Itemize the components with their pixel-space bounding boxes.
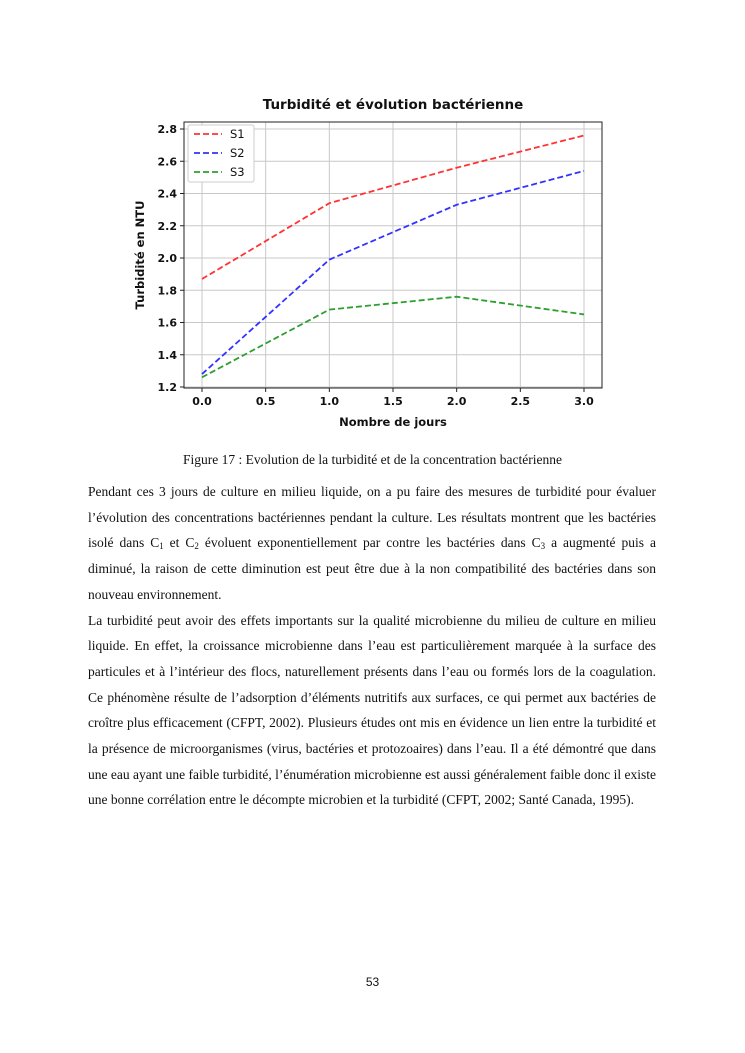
y-tick-label: 2.2 [157,219,177,233]
legend-label-s1: S1 [230,127,245,141]
y-tick-label: 2.0 [157,252,177,265]
x-tick-label: 1.0 [319,395,340,408]
y-tick-label: 1.2 [157,381,177,394]
y-tick-label: 2.4 [157,187,177,201]
x-tick-label: 0.0 [192,395,212,408]
chart-legend [188,125,254,182]
y-tick-label: 1.4 [157,348,177,362]
legend-label-s2: S2 [230,146,245,160]
paragraph-2: La turbidité peut avoir des effets importants sur la qualité microbienne du milieu de culture en milieu liquide. En effet, la croissance microbienne dans l’eau est particulièrement marquée à la surface des particules et à l’intérieur des flocs, naturellement présents dans l’eau ou formés lors de la coagulation. Ce phénomène résulte de l’adsorption d’éléments nutritifs aux surfaces, ce qui permet aux bactéries de croître plus efficacement (CFPT, 2002). Plusieurs études ont mis en évidence un lien entre la turbidité et la présence de microorganismes (virus, bactéries et protozoaires) dans l’eau. Il a été démontré que dans une eau ayant une faible turbidité, l’énumération microbienne est aussi généralement faible donc il existe une bonne corrélation entre le décompte microbien et la turbidité (CFPT, 2002; Santé Canada, 1995). [88,612,656,808]
y-tick-label: 1.6 [157,316,177,330]
chart-title: Turbidité et évolution bactérienne [262,97,524,113]
y-tick-label: 1.8 [157,284,177,298]
x-tick-label: 2.5 [510,395,531,408]
y-tick-label: 2.8 [157,123,177,136]
y-axis-label: Turbidité en NTU [133,200,147,310]
figure-caption: Figure 17 : Evolution de la turbidité et de la concentration bactérienne [183,452,562,467]
legend-label-s3: S3 [230,165,245,179]
page-number: 53 [365,975,380,989]
x-tick-label: 2.0 [446,395,467,408]
y-tick-label: 2.6 [157,155,177,169]
x-tick-label: 1.5 [383,395,403,408]
paragraph-1: Pendant ces 3 jours de culture en milieu liquide, on a pu faire des mesures de turbidité pour évaluer l’évolution des concentrations bactériennes pendant la culture. Les résultats montrent que les bactéries isolé dans $C_1$ et $C_2$ évoluent exponentiellement par contre les bactéries dans $C_3$ a augmenté puis a diminué, la raison de cette diminution est peut être due à la non compatibilité des bactéries dans son nouveau environnement. [88,484,656,602]
body-text [88,479,656,813]
x-tick-label: 3.0 [574,395,594,408]
x-tick-label: 0.5 [255,395,276,408]
x-axis-label: Nombre de jours [339,415,447,429]
turbidity-chart [128,90,608,435]
